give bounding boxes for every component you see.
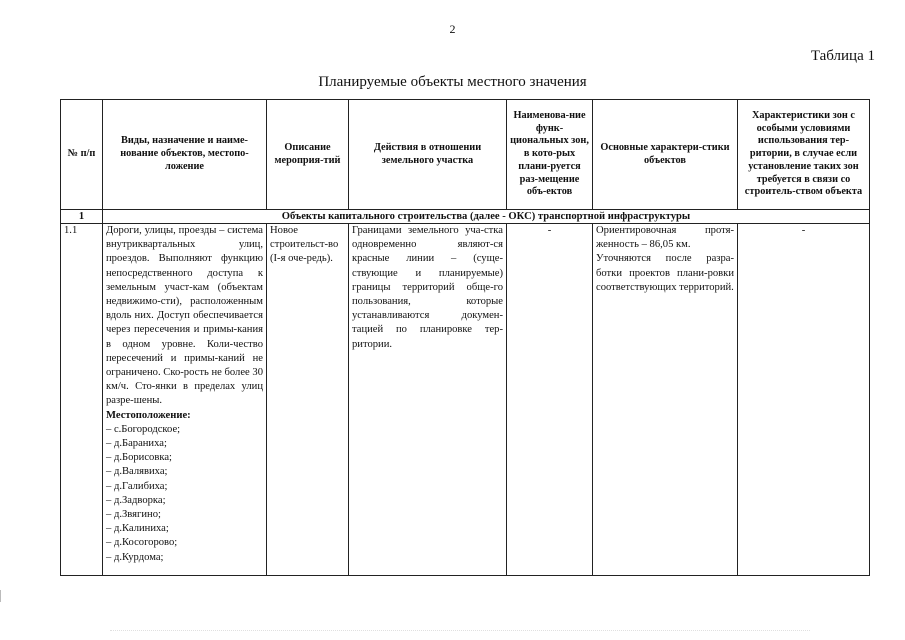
row-number: 1.1 [61,224,103,576]
table-row [61,224,870,576]
row-measures: Новое строительст-во (I-я оче-редь). [267,224,349,576]
header-special: Характеристики зон с особыми условиями использования тер-ритории, в случае если установление таких зон требуется в связи со строитель-ством объекта [738,100,870,210]
list-item: – д.Борисовка; [106,452,172,464]
scan-artifact [110,630,810,635]
list-item: – с.Богородское; [106,423,181,435]
header-actions: Действия в отношении земельного участка [349,100,507,210]
group-number: 1 [61,210,103,224]
row-chars-note: Уточняются после разра-ботки проектов плани-ровки соответствующих территорий. [596,253,734,293]
header-measures: Описание мероприя-тий [267,100,349,210]
row-chars-length: Ориентировочная протя-женность – 86,05 км. [596,225,734,251]
group-row [61,210,870,224]
list-item: – д.Бараниха; [106,438,167,450]
list-item: – д.Косогорово; [106,537,178,549]
list-item: – д.Курдома; [106,551,164,563]
list-item: – д.Валявиха; [106,466,168,478]
row-kinds-text: Дороги, улицы, проезды – система внутриквартальных улиц, проездов. Выполняют функцию непосредственного доступа к земельным участ-кам (объектам недвижимо-сти), расположенным вдоль них. Доступ обеспечивается через пересечения и примы-кания в одном уровне. Коли-чество пересечений и примы-каний не ограничено. Ско-рость не более 30 км/ч. Сто-янки в пределах улиц разре-шены. [106,225,263,407]
page-number: 2 [449,22,456,36]
planned-objects-table [60,99,870,576]
header-kinds: Виды, назначение и наиме-нование объектов, местопо-ложение [103,100,267,210]
row-special: - [738,224,870,576]
row-actions: Границами земельного уча-стка одновременно являют-ся красные линии – (суще-ствующие и планируемые) границы территорий обще-го пользования, которые устанавливаются докумен-тацией по планировке тер-ритории. [349,224,507,576]
group-title: Объекты капитального строительства (далее - ОКС) транспортной инфраструктуры [103,210,870,224]
scan-edge-mark [0,590,5,602]
row-zones: - [507,224,593,576]
header-num: № п/п [61,100,103,210]
table-label: Таблица 1 [810,48,875,64]
list-item: – д.Звягино; [106,509,161,521]
location-label: Местоположение: [106,409,191,421]
row-chars-cell [593,224,738,576]
header-chars: Основные характери-стики объектов [593,100,738,210]
row-kinds-cell [103,224,267,576]
location-list [106,423,263,565]
list-item: – д.Галибиха; [106,480,168,492]
header-row [61,100,870,210]
table-title: Планируемые объекты местного значения [318,74,587,90]
header-zones: Наименова-ние функ-циональных зон, в кото-рых плани-руется раз-мещение объ-ектов [507,100,593,210]
list-item: – д.Калиниха; [106,523,169,535]
list-item: – д.Задворка; [106,494,166,506]
